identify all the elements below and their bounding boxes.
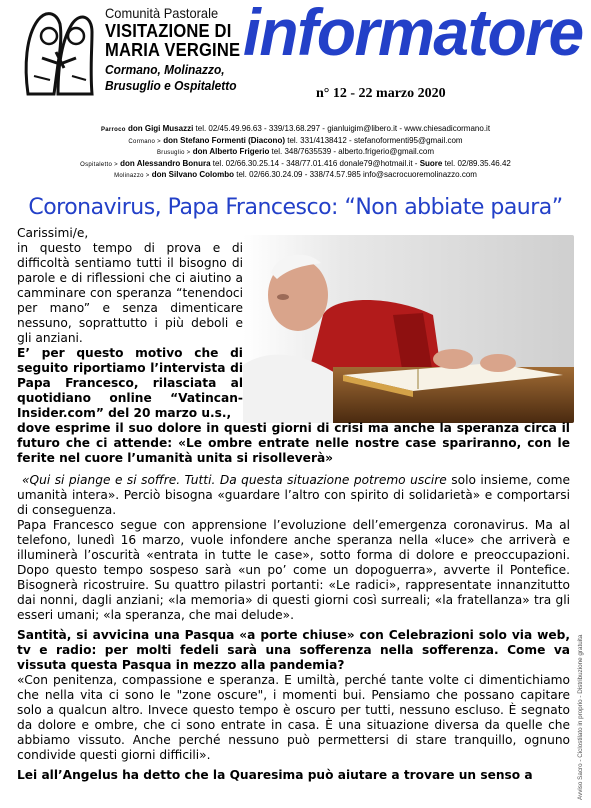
main-paragraph: Papa Francesco segue con apprensione l’evoluzione dell’emergenza coronavirus. Ma al telefono, lunedì 16 marzo, vuole infondere anche speranza nella «luce» che arriverà e illuminerà l’oscurità «entrata in tutte le case», sotto forma di dolore e preoccupazioni. Dopo questo tempo sospeso sarà «un po’ come un dopoguerra», avverte il Pontefice. Bisognerà ricostruire. Su quattro pilastri portanti: «Le radici», rappresentate innanzitutto dai nonni, dagli anziani; «la memoria» di questi giorni così surreali; «la fratellanza» tra gli esseri umani; «la speranza, che mai delude». (17, 518, 570, 622)
bold-intro: E’ per questo motivo che di seguito riportiamo l’intervista di Papa Francesco, rilasciata al quotidiano online “Vatincan-Insider.com” del 20 marzo u.s., (17, 346, 243, 420)
question-1: Santità, si avvicina una Pasqua «a porte chiuse» con Celebrazioni solo via web, tv e radio: per molti fedeli sarà una sofferenza nella sofferenza. Come va vissuta questa Pasqua in mezzo alla pandemia? (17, 628, 570, 672)
answer-1: «Con penitenza, compassione e speranza. E umiltà, perché tante volte ci dimentichiamo che nella vita ci sono le "zone oscure", i momenti bui. Pensiamo che possano capitare solo a qualcun altro. Invece questo tempo è oscuro per tutti, nessuno escluso. È segnato da dolore e ombre, che ci sono entrate in casa. È una situazione diversa da quelle che abbiamo vissuto. Anche perché nessuno può permettersi di stare tranquillo, ognuno condivide questi giorni difficili». (17, 673, 570, 762)
contact-brusuglio: Brusuglio > don Alberto Frigerio tel. 348/7635539 - alberto.frigerio@gmail.com (157, 147, 434, 156)
question-2: Lei all’Angelus ha detto che la Quaresima può aiutare a trovare un senso a (17, 768, 533, 782)
masthead-title: informatore (243, 0, 583, 69)
intro-paragraph: in questo tempo di prova e di difficoltà sentiamo tutti il bisogno di parole e di riflessioni che ci aiutino a camminare con speranza “tenendoci per mano” e senza dimenticare nessuno, soprattutto i più deboli e gli anziani. (17, 241, 243, 345)
contact-cormano: Cormano > don Stefano Formenti (Diacono) tel. 331/4138412 - stefanoformenti95@gmail.com (128, 135, 463, 145)
community-name (105, 6, 245, 94)
intro-column (17, 226, 243, 421)
places-line1: Cormano, Molinazzo, (105, 62, 225, 77)
community-line3: MARIA VERGINE (105, 40, 241, 60)
contact-molinazzo: Molinazzo > don Silvano Colombo tel. 02/66.30.24.09 - 338/74.57.985 info@sacrocuoremolinazzo.com (114, 170, 477, 179)
visitation-logo (20, 6, 98, 98)
contact-parroco: Parroco don Gigi Musazzi tel. 02/45.49.96.63 - 339/13.68.297 - gianluigim@libero.it - www.chiesadicormano.it (100, 124, 491, 133)
quote-paragraph: «Qui si piange e si soffre. Tutti. Da questa situazione potremo uscire solo insieme, come umanità intera». Perciò bisogna «guardare l’altro con spirito di solidarietà» e comportarsi di conseguenza. (17, 473, 570, 517)
community-line1: Comunità Pastorale (105, 5, 219, 21)
article-body (17, 226, 575, 783)
greeting: Carissimi/e, (17, 226, 89, 240)
article-headline: Coronavirus, Papa Francesco: “Non abbiate paura” (28, 195, 563, 220)
side-note: Avviso Sacro - Ciclostilato in proprio - Distribuzione gratuita (577, 634, 584, 800)
places-line2: Brusuglio e Ospitaletto (105, 78, 237, 93)
contacts-block (0, 124, 591, 182)
bold-summary: dove esprime il suo dolore in questi giorni di crisi ma anche la speranza circa il futuro che ci attende: «Le ombre entrate nelle nostre case spariranno, con le ferite nel cuore l’umanità unita si risolleverà» (17, 421, 570, 465)
contact-ospitaletto: Ospitaletto > don Alessandro Bonura tel. 02/66.30.25.14 - 348/77.01.416 donale79@hotmail.it - Suore tel. 02/89.35.46.42 (80, 158, 511, 168)
community-line2: VISITAZIONE DI (105, 21, 232, 41)
issue-number-date: n° 12 - 22 marzo 2020 (316, 86, 446, 101)
